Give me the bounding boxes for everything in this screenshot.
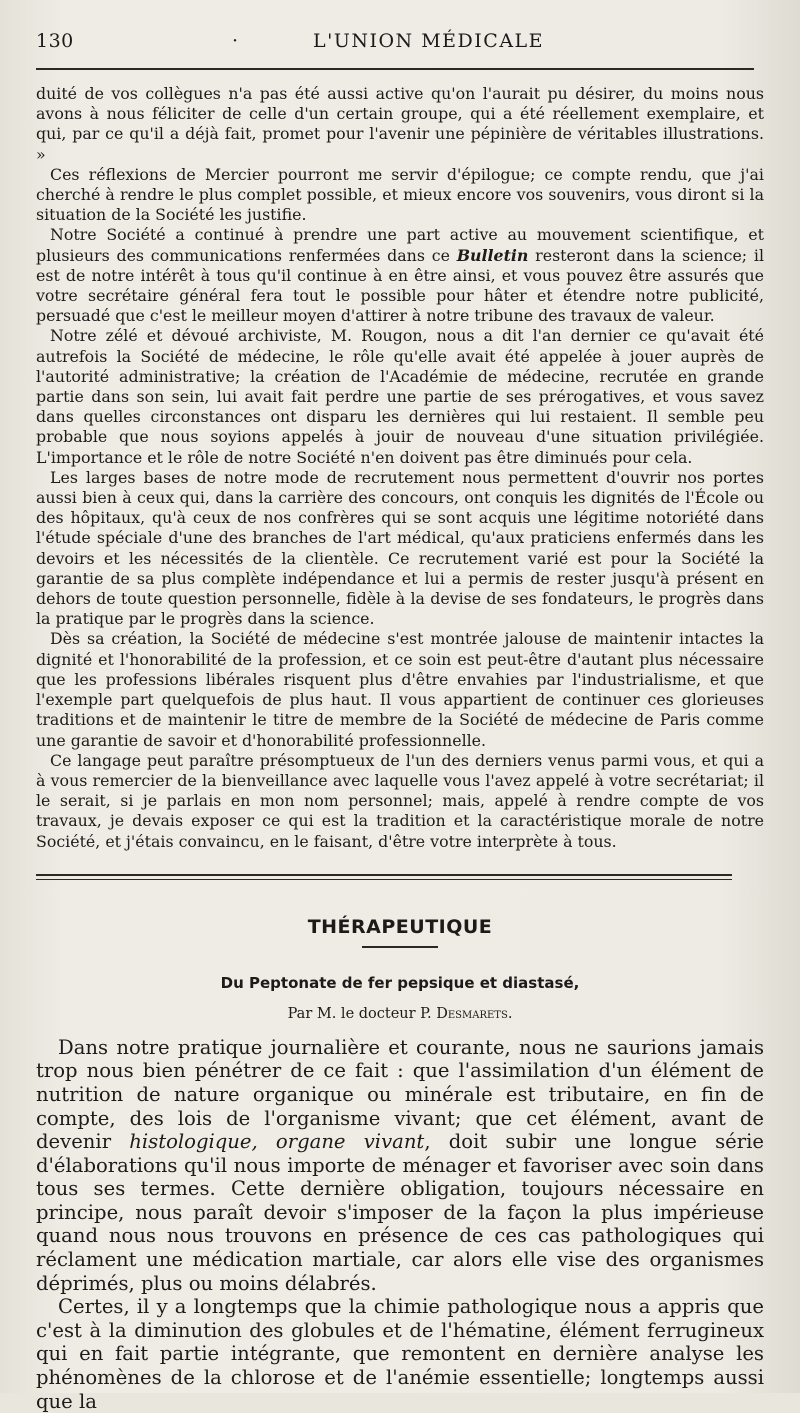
header-rule [36,68,754,70]
text-run: Notre Société a continué à prendre une part active au mouvement scientifique, et plusieurs des communications renfermées dans ce [36,225,764,265]
article-title: Du Peptonate de fer pepsique et diastasé, [220,973,580,992]
histologique-italic: histologique, organe vivant [129,1130,425,1154]
paragraph [36,225,764,326]
report-text [36,84,764,852]
paragraph: Ce langage peut paraître présomptueux de l'un des derniers venus parmi vous, et qui a à vous remercier de la bienveillance avec laquelle vous l'avez appelé à votre secrétariat; il le serait, si je parlais en mon nom personnel; mais, appelé à rendre compte de vos travaux, je devais exposer ce qui est la tradition et la caractéristique morale de notre Société, et j'étais convaincu, en le faisant, d'être votre interprète à tous. [36,750,764,851]
byline [36,1006,764,1022]
paragraph: duité de vos collègues n'a pas été aussi active qu'on l'aurait pu désirer, du moins nous avons à nous féliciter de celle d'un certain groupe, qui a été réellement exemplaire, et qui, par ce qu'il a déjà fait, promet pour l'avenir une pépinière de véritables illustrations. » [36,84,764,164]
text-run: , doit subir une longue série d'élaborations qu'il nous importe de ménager et favoriser avec soin dans tous ses termes. Cette dernière obligation, toujours nécessaire en principe, nous paraît devoir s'imposer de la façon la plus impérieuse quand nous nous trouvons en présence de ces cas pathologiques qui réclament une médication martiale, car alors elle vise des organismes déprimés, plus ou moins délabrés. [36,1130,764,1295]
section-divider [36,874,732,880]
section-heading: THÉRAPEUTIQUE [307,915,493,938]
paragraph: Dès sa création, la Société de médecine s'est montrée jalouse de maintenir intactes la dignité et l'honorabilité de la profession, et ce soin est peut-être d'autant plus nécessaire que les professions libérales risquent plus d'être envahies par l'industrialisme, et que l'exemple part quelquefois de plus haut. Il vous appartient de continuer ces glorieuses traditions et de maintenir le titre de membre de la Société de médecine de Paris comme une garantie de savoir et d'honorabilité professionnelle. [36,629,764,750]
page-number: 130 [36,30,74,52]
byline-author: Desmarets [436,1005,508,1022]
text-run: Dans notre pratique journalière et courante, nous ne saurions jamais trop nous bien pénétrer de ce fait : que l'assimilation d'un élément de nutrition de nature organique ou minérale est tributaire, en fin de compte, des lois de l'organisme vivant; que cet élément, avant de devenir [36,1035,764,1154]
heading-rule [362,946,438,948]
header-separator: · [232,30,239,52]
byline-prefix: Par M. le docteur P. [287,1005,437,1022]
paragraph: Ces réflexions de Mercier pourront me servir d'épilogue; ce compte rendu, que j'ai cherché à rendre le plus complet possible, et mieux encore vos souvenirs, vous diront si la situation de la Société les justifie. [36,164,764,225]
article-text [36,1036,764,1413]
bulletin-italic: Bulletin [456,245,529,265]
page-header [36,28,764,58]
paragraph [36,1036,764,1296]
byline-suffix: . [507,1005,513,1022]
paragraph: Certes, il y a longtemps que la chimie pathologique nous a appris que c'est à la diminution des globules et de l'hématine, élément ferrugineux qui en fait partie intégrante, que remontent en dernière analyse les phénomènes de la chlorose et de l'anémie essentielle; longtemps aussi que la [36,1295,764,1413]
running-title: L'UNION MÉDICALE [313,30,545,52]
paragraph: Les larges bases de notre mode de recrutement nous permettent d'ouvrir nos portes aussi bien à ceux qui, dans la carrière des concours, ont conquis les dignités de l'École ou des hôpitaux, qu'à ceux de nos confrères qui se sont acquis une légitime notoriété dans l'étude spéciale d'une des branches de l'art médical, qu'aux praticiens enfermés dans les devoirs et les nécessités de la clientèle. Ce recrutement varié est pour la Société la garantie de sa plus complète indépendance et lui a permis de rester jusqu'à présent en dehors de toute question personnelle, fidèle à la devise de ses fondateurs, le progrès dans la pratique par le progrès dans la science. [36,467,764,629]
text-run: resteront dans la science; il est de notre intérêt à tous qu'il continue à en être ainsi, et vous pouvez être assurés que votre secrétaire général fera tout le possible pour hâter et étendre notre publicité, persuadé que c'est le meilleur moyen d'attirer à notre tribune des travaux de valeur. [36,245,765,326]
paragraph: Notre zélé et dévoué archiviste, M. Rougon, nous a dit l'an dernier ce qu'avait été autrefois la Société de médecine, le rôle qu'elle avait été appelée à jouer auprès de l'autorité administrative; la création de l'Académie de médecine, recrutée en grande partie dans son sein, lui avait fait perdre une partie de ses prérogatives, et vous savez dans quelles circonstances ont disparu les dernières qui lui restaient. Il semble peu probable que nous soyions appelés à jouir de nouveau d'une situation privilégiée. L'importance et le rôle de notre Société n'en doivent pas être diminués pour cela. [36,326,764,467]
